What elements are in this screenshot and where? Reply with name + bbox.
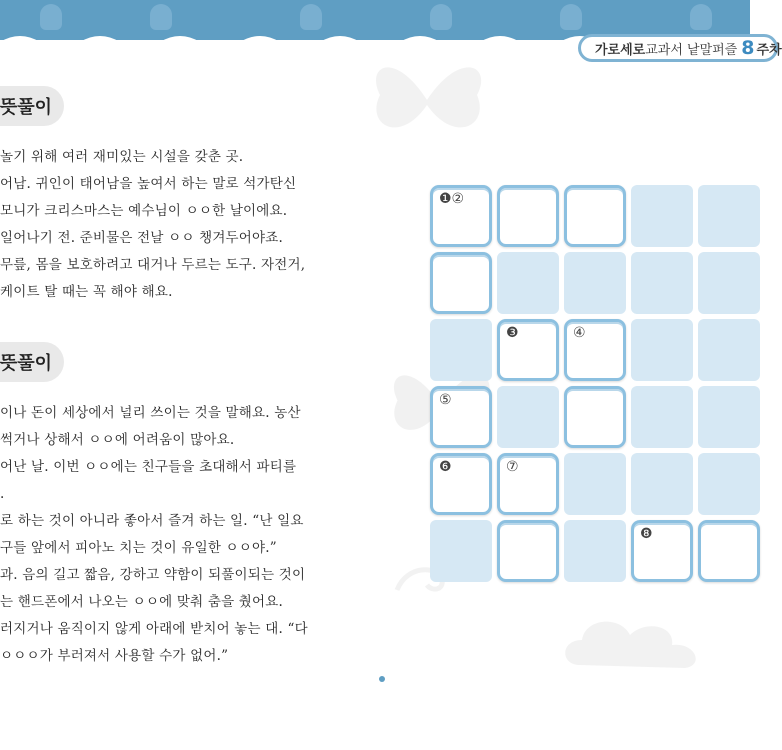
puzzle-cell-blocked (631, 252, 693, 314)
puzzle-cell-input[interactable] (497, 453, 559, 515)
puzzle-cell-input[interactable] (430, 386, 492, 448)
across-clues-heading: 뜻풀이 (0, 86, 64, 126)
puzzle-cell-blocked (698, 386, 760, 448)
puzzle-cell-input[interactable] (430, 453, 492, 515)
badge-week-suffix: 주차 (756, 42, 782, 58)
down-clues-heading: 뜻풀이 (0, 342, 64, 382)
cell-number-label: ❽ (640, 526, 653, 542)
puzzle-cell-blocked (631, 386, 693, 448)
cell-number-label: ⑦ (506, 459, 519, 475)
clue-line: . (0, 486, 5, 502)
clue-line: ㅇㅇㅇ가 부러져서 사용할 수가 없어.” (0, 648, 229, 664)
puzzle-cell-blocked (631, 319, 693, 381)
puzzle-cell-blocked (698, 252, 760, 314)
puzzle-cell-input[interactable] (564, 185, 626, 247)
puzzle-cell-input[interactable] (564, 319, 626, 381)
ghost-icon (150, 4, 172, 30)
clue-line: 러지거나 움직이지 않게 아래에 받치어 놓는 대. “다 (0, 621, 308, 637)
puzzle-cell-input[interactable] (631, 520, 693, 582)
badge-title: 가로세로 (595, 42, 646, 58)
puzzle-cell-blocked (631, 185, 693, 247)
puzzle-cell-blocked (497, 386, 559, 448)
cell-number-label: ❶② (439, 191, 465, 207)
clue-line: 과. 음의 길고 짧음, 강하고 약함이 되풀이되는 것이 (0, 567, 306, 583)
week-badge (578, 34, 782, 62)
ghost-icon (690, 4, 712, 30)
badge-subtitle: 교과서 낱말퍼즐 (645, 42, 738, 58)
puzzle-cell-blocked (430, 520, 492, 582)
clue-line: 무릎, 몸을 보호하려고 대거나 두르는 도구. 자전거, (0, 257, 306, 273)
puzzle-cell-input[interactable] (430, 252, 492, 314)
cell-number-label: ❻ (439, 459, 452, 475)
puzzle-cell-blocked (698, 453, 760, 515)
puzzle-cell-blocked (631, 453, 693, 515)
clue-line: 놀기 위해 여러 재미있는 시설을 갖춘 곳. (0, 149, 244, 165)
clue-line: 어남. 귀인이 태어남을 높여서 하는 말로 석가탄신 (0, 176, 297, 192)
clue-line: 이나 돈이 세상에서 널리 쓰이는 것을 말해요. 농산 (0, 405, 301, 421)
badge-week-number: 8 (741, 37, 755, 59)
puzzle-cell-blocked (564, 520, 626, 582)
puzzle-cell-input[interactable] (430, 185, 492, 247)
puzzle-cell-input[interactable] (497, 185, 559, 247)
puzzle-cell-input[interactable] (497, 520, 559, 582)
puzzle-cell-blocked (564, 252, 626, 314)
clue-line: 일어나기 전. 준비물은 전날 ㅇㅇ 챙겨두어야죠. (0, 230, 284, 246)
cell-number-label: ⑤ (439, 392, 452, 408)
clue-line: 로 하는 것이 아니라 좋아서 즐겨 하는 일. “난 일요 (0, 513, 304, 529)
ghost-icon (300, 4, 322, 30)
butterfly-decoration-icon (365, 45, 495, 155)
clue-line: 모니가 크리스마스는 예수님이 ㅇㅇ한 날이에요. (0, 203, 288, 219)
clue-line: 어난 날. 이번 ㅇㅇ에는 친구들을 초대해서 파티를 (0, 459, 297, 475)
clue-line: 구들 앞에서 피아노 치는 것이 유일한 ㅇㅇ야.” (0, 540, 277, 556)
puzzle-cell-blocked (698, 319, 760, 381)
clue-line: 케이트 탈 때는 꼭 해야 해요. (0, 284, 173, 300)
puzzle-cell-input[interactable] (698, 520, 760, 582)
puzzle-cell-blocked (430, 319, 492, 381)
puzzle-cell-input[interactable] (564, 386, 626, 448)
page-marker-dot (379, 676, 385, 682)
cloud-decoration-icon (560, 610, 710, 680)
cell-number-label: ④ (573, 325, 586, 341)
ghost-icon (560, 4, 582, 30)
clue-line: 는 핸드폰에서 나오는 ㅇㅇ에 맞춰 춤을 췄어요. (0, 594, 284, 610)
ghost-icon (430, 4, 452, 30)
puzzle-cell-input[interactable] (497, 319, 559, 381)
puzzle-cell-blocked (698, 185, 760, 247)
ghost-icon (40, 4, 62, 30)
puzzle-cell-blocked (564, 453, 626, 515)
puzzle-cell-blocked (497, 252, 559, 314)
cell-number-label: ❸ (506, 325, 519, 341)
clue-line: 썩거나 상해서 ㅇㅇ에 어려움이 많아요. (0, 432, 235, 448)
